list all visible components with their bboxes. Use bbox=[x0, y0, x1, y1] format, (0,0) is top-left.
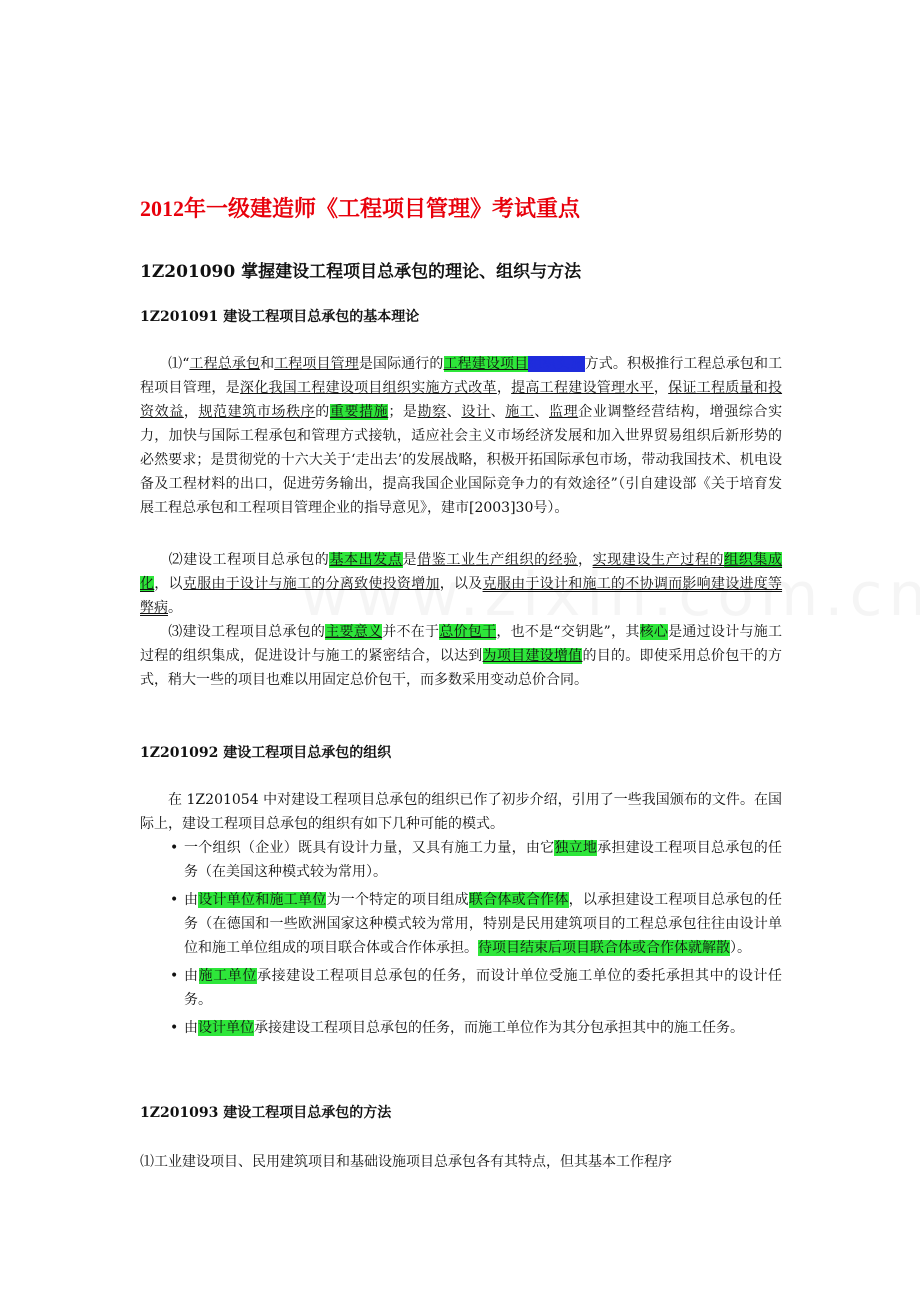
document-title: 2012年一级建造师《工程项目管理》考试重点 bbox=[140, 196, 581, 221]
highlight-green: 联合体或合作体 bbox=[468, 892, 569, 908]
highlight-green: 设计单位和施工单位 bbox=[198, 892, 327, 908]
highlight-green: 施工单位 bbox=[198, 968, 258, 984]
list-item: • 一个组织（企业）既具有设计力量，又具有施工力量，由它独立地承担建设工程项目总承包的任务（在美国这种模式较为常用）。 bbox=[170, 836, 782, 884]
bullet-icon: • bbox=[170, 840, 179, 856]
bullet-icon: • bbox=[170, 892, 179, 908]
highlight-green: 主要意义 bbox=[325, 624, 383, 640]
highlight-green: 组织集成化 bbox=[140, 552, 783, 592]
highlight-green: 基本出发点 bbox=[329, 552, 403, 568]
list-item: • 由设计单位承接建设工程项目总承包的任务，而施工单位作为其分包承担其中的施工任务。 bbox=[170, 1016, 782, 1040]
paragraph-intro: 在 1Z201054 中对建设工程项目总承包的组织已作了初步介绍，引用了一些我国颁布的文件。在国际上，建设工程项目总承包的组织有如下几种可能的模式。 bbox=[140, 792, 782, 832]
highlight-green: 待项目结束后项目联合体或合作体就解散 bbox=[478, 940, 730, 956]
highlight-green: 设计单位 bbox=[198, 1020, 254, 1036]
bullet-icon: • bbox=[170, 1020, 179, 1036]
paragraph-method: ⑴工业建设项目、民用建筑项目和基础设施项目总承包各有其特点，但其基本工作程序 bbox=[140, 1154, 672, 1170]
subsection-heading-1z201092: 1Z201092 建设工程项目总承包的组织 bbox=[140, 745, 392, 761]
paragraph-2: ⑵建设工程项目总承包的基本出发点是借鉴工业生产组织的经验，实现建设生产过程的组织集成化，以克服由于设计与施工的分离致使投资增加，以及克服由于设计和施工的不协调而影响建设进度等弊病。 bbox=[140, 552, 783, 616]
paragraph-3: ⑶建设工程项目总承包的主要意义并不在于总价包干，也不是“交钥匙”，其核心是通过设计与施工过程的组织集成，促进设计与施工的紧密结合，以达到为项目建设增值的目的。即使采用总价包干的方式，稍大一些的项目也难以用固定总价包干，而多数采用变动总价合同。 bbox=[140, 624, 783, 688]
highlight-green: 核心 bbox=[639, 624, 669, 640]
highlight-green: 独立地 bbox=[554, 840, 598, 856]
highlight-green: 总价包干 bbox=[439, 624, 497, 640]
highlight-green: 重要措施 bbox=[329, 404, 389, 420]
highlight-green: 工程建设项目 bbox=[443, 356, 529, 372]
subsection-heading-1z201091: 1Z201091 建设工程项目总承包的基本理论 bbox=[140, 309, 420, 325]
highlight-green: 为项目建设增值 bbox=[482, 648, 583, 664]
subsection-heading-1z201093: 1Z201093 建设工程项目总承包的方法 bbox=[140, 1105, 392, 1121]
section-heading: 1Z201090 掌握建设工程项目总承包的理论、组织与方法 bbox=[140, 262, 582, 282]
list-item: • 由设计单位和施工单位为一个特定的项目组成联合体或合作体，以承担建设工程项目总承包的任务（在德国和一些欧洲国家这种模式较为常用，特别是民用建筑项目的工程总承包往往由设计单位和施工单位组成的项目联合体或合作体承担。待项目结束后项目联合体或合作体就解散）。 bbox=[170, 888, 782, 960]
paragraph-1: ⑴“工程总承包和工程项目管理是国际通行的工程建设项目组织实施方式。积极推行工程总承包和工程项目管理，是深化我国工程建设项目组织实施方式改革，提高工程建设管理水平，保证工程质量和投资效益，规范建筑市场秩序的重要措施；是勘察、设计、施工、监理企业调整经营结构，增强综合实力，加快与国际工程承包和管理方式接轨，适应社会主义市场经济发展和加入世界贸易组织后新形势的必然要求；是贯彻党的十六大关于‘走出去’的发展战略，积极开拓国际承包市场，带动我国技术、机电设备及工程材料的出口，促进劳务输出，提高我国企业国际竞争力的有效途径”（引自建设部《关于培育发展工程总承包和工程项目管理企业的指导意见》，建市[2003]30号）。 bbox=[140, 356, 783, 516]
highlight-blue: 组织实施 bbox=[528, 356, 585, 372]
list-item: • 由施工单位承接建设工程项目总承包的任务，而设计单位受施工单位的委托承担其中的设计任务。 bbox=[170, 964, 782, 1012]
bullet-icon: • bbox=[170, 968, 179, 984]
mode-list bbox=[170, 836, 782, 1044]
